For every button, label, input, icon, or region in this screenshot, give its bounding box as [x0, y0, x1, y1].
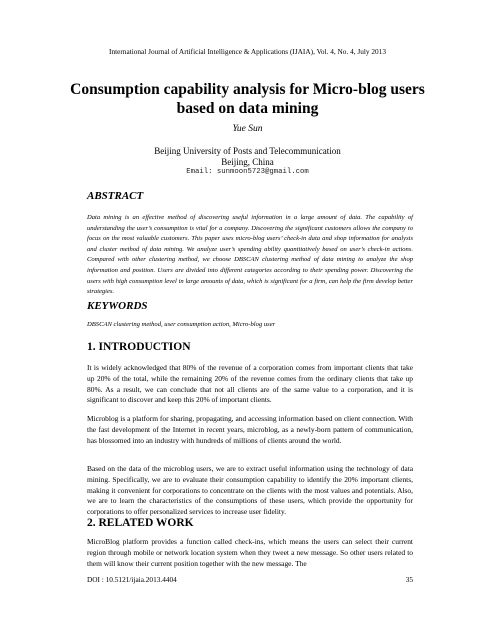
author-name: Yue Sun: [232, 124, 263, 134]
affiliation-institution: Beijing University of Posts and Telecommunication: [154, 146, 341, 156]
section-related-work-heading: 2. RELATED WORK: [87, 517, 194, 529]
introduction-paragraph-3: Based on the data of the microblog users, we are to extract useful information using the technology of data mining. Specifically, we are to evaluate their consumption capability to identify the 20% important clients, making it convenient for corporations to concentrate on the clients with the most values and potentials. Also, we are to learn the characteristics of the consumptions of these users, which provide the opportunity for corporations to offer personalized services to increase user fidelity.: [87, 464, 413, 517]
abstract-heading: ABSTRACT: [87, 190, 144, 202]
paper-title: Consumption capability analysis for Micro-blog users based on data mining: [70, 81, 425, 117]
footer-doi: DOI : 10.5121/ijaia.2013.4404: [87, 575, 177, 584]
affiliation-location: Beijing, China: [221, 157, 274, 167]
abstract-text: Data mining is an effective method of discovering useful information in a large amount of data. The capability of understanding the user’s consumption is vital for a company. Discovering the significant customers allows the company to focus on the most valuable customers. This paper uses micro-blog users’ check-in data and shop information for analysis and cluster method of data mining. We analyze user’s spending ability quantitatively based on user’s check-in actions. Compared with other clustering method, we choose DBSCAN clustering method of data mining to analyze the shop information and position. Users are divided into different categories according to their spending power. Discovering the users with high consumption level in large amounts of data, which is significant for a firm, can help the firm develop better strategies.: [87, 214, 413, 296]
journal-header: International Journal of Artificial Intelligence & Applications (IJAIA), Vol. 4, No. 4, July 2013: [109, 47, 386, 56]
page-number: 35: [405, 575, 413, 584]
keywords-heading: KEYWORDS: [87, 300, 148, 312]
related-work-paragraph-1: MicroBlog platform provides a function called check-ins, which means the users can select their current region through mobile or network location system when they tweet a new message. So other users related to them will know their current position together with the new message. The: [87, 537, 413, 568]
introduction-paragraph-1: It is widely acknowledged that 80% of the revenue of a corporation comes from important clients that take up 20% of the total, while the remaining 20% of the revenue comes from the ordinary clients that take up 80%. As a result, we can conclude that not all clients are of the same value to a corporation, and it is significant to discover and keep this 20% of important clients.: [87, 363, 413, 405]
affiliation: [0, 146, 495, 168]
author-email[interactable]: Email: sunmoon5723@gmail.com: [186, 168, 309, 176]
introduction-paragraph-2: Microblog is a platform for sharing, propagating, and accessing information based on client connection. With the fast development of the Internet in recent years, microblog, as a newly-born pattern of communication, has blossomed into an industry with hundreds of millions of clients around the world.: [87, 414, 413, 445]
keywords-text: DBSCAN clustering method, user consumption action, Micro-blog user: [87, 321, 276, 328]
section-introduction-heading: 1. INTRODUCTION: [87, 341, 191, 353]
